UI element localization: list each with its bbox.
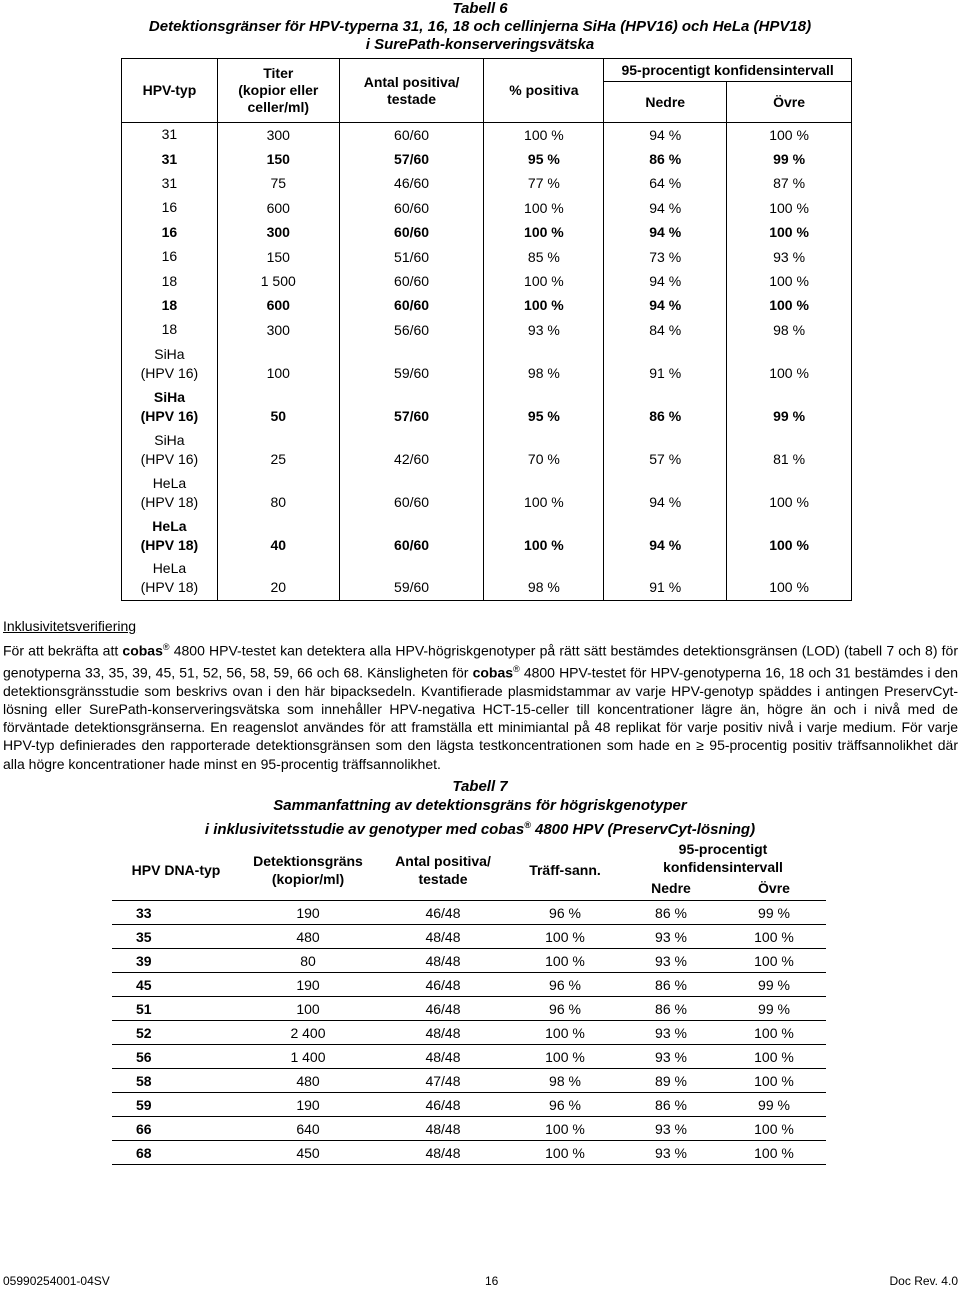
cell-lower: 94 % xyxy=(604,293,727,317)
cell-percent: 100 % xyxy=(484,123,604,147)
cell-upper: 93 % xyxy=(727,244,852,268)
table7-subtitle-2a: i inklusivitetsstudie av genotyper med xyxy=(204,821,481,838)
cell-lower: 86 % xyxy=(604,385,727,428)
cell-hit-rate: 100 % xyxy=(510,1117,620,1141)
table7-subtitle-2b: 4800 HPV (PreservCyt-lösning) xyxy=(530,821,756,838)
cell-hit-rate: 100 % xyxy=(510,1021,620,1045)
col-ci-7 xyxy=(620,840,826,876)
footer-doc-id: 05990254001-04SV xyxy=(3,1274,110,1288)
cell-percent: 95 % xyxy=(484,385,604,428)
cell-percent: 98 % xyxy=(484,557,604,600)
table-row xyxy=(122,514,852,557)
cell-upper: 99 % xyxy=(722,973,826,997)
cell-lod: 1 400 xyxy=(240,1045,376,1069)
cell-lod: 480 xyxy=(240,925,376,949)
cell-lower: 93 % xyxy=(620,949,722,973)
cell-upper: 100 % xyxy=(727,196,852,220)
cell-lower: 94 % xyxy=(604,196,727,220)
cell-upper: 99 % xyxy=(722,1093,826,1117)
cell-upper: 100 % xyxy=(727,220,852,244)
cell-upper: 100 % xyxy=(722,1045,826,1069)
cell-hpv-type-name: 18 xyxy=(161,296,178,313)
cell-hpv-type-sub: (HPV 18) xyxy=(140,536,199,553)
cell-hpv-type xyxy=(122,514,218,557)
cell-lower: 93 % xyxy=(620,925,722,949)
table-row xyxy=(112,1021,826,1045)
table-row xyxy=(122,220,852,244)
cell-titer: 150 xyxy=(217,147,339,171)
table-row xyxy=(112,973,826,997)
table-row xyxy=(112,901,826,925)
cell-titer: 600 xyxy=(217,293,339,317)
cell-positives: 51/60 xyxy=(339,244,484,268)
table-row xyxy=(122,269,852,293)
table6-title: Tabell 6 xyxy=(452,0,508,17)
cell-dna-type: 66 xyxy=(112,1117,240,1141)
table-row xyxy=(112,1069,826,1093)
cell-dna-type: 33 xyxy=(112,901,240,925)
cell-upper: 100 % xyxy=(727,123,852,147)
cell-dna-type: 56 xyxy=(112,1045,240,1069)
cell-hpv-type-sub: (HPV 18) xyxy=(140,493,199,510)
col-lod-line1: Detektionsgräns xyxy=(253,853,363,869)
cell-hpv-type-name: HeLa xyxy=(152,560,187,577)
cell-percent: 100 % xyxy=(484,293,604,317)
cell-positives: 60/60 xyxy=(339,196,484,220)
cell-percent: 100 % xyxy=(484,471,604,514)
footer-page-number: 16 xyxy=(485,1274,499,1288)
cell-hpv-type-name: 31 xyxy=(161,174,178,191)
cell-upper: 100 % xyxy=(727,557,852,600)
cell-titer: 80 xyxy=(217,471,339,514)
cell-positives: 59/60 xyxy=(339,342,484,385)
table7-subtitle-2 xyxy=(0,816,960,839)
cell-hpv-type-name: HeLa xyxy=(152,517,187,534)
table6 xyxy=(121,58,852,601)
table7 xyxy=(112,840,826,1165)
cell-upper: 100 % xyxy=(727,269,852,293)
cell-hpv-type xyxy=(122,342,218,385)
cell-hpv-type xyxy=(122,318,218,342)
cell-lower: 93 % xyxy=(620,1117,722,1141)
col-positives xyxy=(339,59,484,123)
col-positives-line2: testade xyxy=(387,90,437,107)
cell-lod: 100 xyxy=(240,997,376,1021)
cell-lower: 94 % xyxy=(604,514,727,557)
cell-lower: 89 % xyxy=(620,1069,722,1093)
col-titer-line2: (kopior eller xyxy=(238,82,319,98)
table-row xyxy=(112,1117,826,1141)
cell-hpv-type-name: SiHa xyxy=(154,431,185,448)
cell-hpv-type xyxy=(122,428,218,471)
cell-positives: 48/48 xyxy=(376,1045,510,1069)
brand-name-2: cobas xyxy=(472,664,514,681)
cell-lower: 94 % xyxy=(604,123,727,147)
cell-hpv-type-name: HeLa xyxy=(152,474,187,491)
cell-upper: 100 % xyxy=(727,514,852,557)
cell-hpv-type-name: 18 xyxy=(161,272,178,289)
cell-hit-rate: 96 % xyxy=(510,1093,620,1117)
cell-positives: 48/48 xyxy=(376,949,510,973)
cell-hpv-type xyxy=(122,244,218,268)
cell-positives: 48/48 xyxy=(376,1117,510,1141)
col-positives-line1: Antal positiva/ xyxy=(363,73,460,90)
cell-upper: 98 % xyxy=(727,318,852,342)
col-lod xyxy=(240,840,376,901)
cell-hit-rate: 96 % xyxy=(510,973,620,997)
cell-hpv-type-name: SiHa xyxy=(153,388,185,405)
cell-percent: 98 % xyxy=(484,342,604,385)
table-row xyxy=(122,471,852,514)
cell-hit-rate: 100 % xyxy=(510,925,620,949)
cell-positives: 60/60 xyxy=(339,293,484,317)
cell-hpv-type xyxy=(122,196,218,220)
cell-hit-rate: 100 % xyxy=(510,1045,620,1069)
cell-upper: 100 % xyxy=(722,1141,826,1165)
col-upper: Övre xyxy=(727,82,852,123)
col-ci: 95-procentigt konfidensintervall xyxy=(604,59,852,82)
cell-titer: 600 xyxy=(217,196,339,220)
cell-positives: 60/60 xyxy=(339,123,484,147)
table-row xyxy=(112,1045,826,1069)
cell-hit-rate: 100 % xyxy=(510,949,620,973)
col-percent: % positiva xyxy=(484,59,604,123)
cell-hpv-type-sub: (HPV 18) xyxy=(140,579,199,596)
table-row xyxy=(122,147,852,171)
paragraph-text-c: 4800 HPV-testet för HPV-genotyperna 16, 18 och 31 bestämdes i den detektionsgränsstudie som beskrivs ovan i den här bipacksedeln. Kvantifierade plasmidstammar av varje HPV-genotyp späddes i antingen PreservCyt-lösning eller SurePath-konserveringsvätska som innehåller HPV-negativa HCT-15-celler till koncentrationer lägre än, högre än och i nivå med de förväntade detektionsgränserna. En reagenslot användes för att framställa ett minimiantal på 48 replikat för varje positiv nivå i varje medium. För varje HPV-typ definierades den rapporterade detektionsgränsen som den lägsta testkoncentrationen som hade en ≥ 95-procentig positiv träffsannolikhet där alla högre koncentrationer hade minst en 95-procentig träffsannolikhet. xyxy=(3,664,958,772)
cell-titer: 300 xyxy=(217,123,339,147)
cell-titer: 300 xyxy=(217,220,339,244)
table-row xyxy=(122,342,852,385)
cell-lower: 93 % xyxy=(620,1141,722,1165)
cell-upper: 99 % xyxy=(722,997,826,1021)
col-dna-type: HPV DNA-typ xyxy=(112,840,240,901)
cell-upper: 99 % xyxy=(727,147,852,171)
cell-positives: 46/60 xyxy=(339,171,484,195)
cell-percent: 100 % xyxy=(484,220,604,244)
table-row xyxy=(122,557,852,600)
cell-dna-type: 68 xyxy=(112,1141,240,1165)
section-paragraph xyxy=(3,638,958,773)
table7-brand: cobas xyxy=(480,821,525,838)
cell-titer: 75 xyxy=(217,171,339,195)
table-row xyxy=(112,925,826,949)
cell-titer: 25 xyxy=(217,428,339,471)
cell-positives: 56/60 xyxy=(339,318,484,342)
table-row xyxy=(122,318,852,342)
cell-hpv-type xyxy=(122,471,218,514)
cell-positives: 57/60 xyxy=(339,147,484,171)
cell-upper: 100 % xyxy=(722,1021,826,1045)
cell-hpv-type-name: SiHa xyxy=(154,345,185,362)
cell-positives: 46/48 xyxy=(376,973,510,997)
cell-positives: 47/48 xyxy=(376,1069,510,1093)
cell-lod: 2 400 xyxy=(240,1021,376,1045)
cell-lower: 94 % xyxy=(604,220,727,244)
table-row xyxy=(112,1141,826,1165)
cell-hpv-type-sub: (HPV 16) xyxy=(140,407,199,424)
cell-lower: 86 % xyxy=(620,1093,722,1117)
cell-percent: 95 % xyxy=(484,147,604,171)
cell-lower: 86 % xyxy=(620,997,722,1021)
cell-hpv-type xyxy=(122,385,218,428)
brand-name: cobas xyxy=(122,642,163,659)
cell-hit-rate: 98 % xyxy=(510,1069,620,1093)
col-titer-line1: Titer xyxy=(263,65,294,81)
table-row xyxy=(112,1093,826,1117)
registered-mark: ® xyxy=(162,642,170,652)
cell-lower: 93 % xyxy=(620,1045,722,1069)
cell-positives: 57/60 xyxy=(339,385,484,428)
table-row xyxy=(122,428,852,471)
cell-positives: 46/48 xyxy=(376,997,510,1021)
cell-upper: 100 % xyxy=(722,949,826,973)
cell-percent: 100 % xyxy=(484,269,604,293)
cell-hpv-type-name: 31 xyxy=(161,150,178,167)
table-row xyxy=(122,385,852,428)
col-positives-7-line2: testade xyxy=(418,871,468,887)
cell-upper: 100 % xyxy=(727,293,852,317)
cell-percent: 93 % xyxy=(484,318,604,342)
table-row xyxy=(122,171,852,195)
col-hit-rate: Träff-sann. xyxy=(510,840,620,901)
cell-lower: 94 % xyxy=(604,269,727,293)
paragraph-text-a: För att bekräfta att xyxy=(3,642,123,659)
cell-lod: 190 xyxy=(240,1093,376,1117)
table7-subtitle: Sammanfattning av detektionsgräns för högriskgenotyper xyxy=(273,797,687,814)
cell-percent: 70 % xyxy=(484,428,604,471)
cell-lod: 640 xyxy=(240,1117,376,1141)
cell-positives: 48/48 xyxy=(376,1021,510,1045)
col-titer-line3: celler/ml) xyxy=(247,99,309,115)
cell-titer: 100 xyxy=(217,342,339,385)
cell-lod: 450 xyxy=(240,1141,376,1165)
cell-lower: 57 % xyxy=(604,428,727,471)
cell-positives: 60/60 xyxy=(339,471,484,514)
cell-titer: 50 xyxy=(217,385,339,428)
col-lower: Nedre xyxy=(604,82,727,123)
cell-lod: 190 xyxy=(240,901,376,925)
cell-lower: 73 % xyxy=(604,244,727,268)
cell-lower: 84 % xyxy=(604,318,727,342)
cell-percent: 100 % xyxy=(484,514,604,557)
cell-positives: 60/60 xyxy=(339,514,484,557)
cell-hit-rate: 96 % xyxy=(510,901,620,925)
table7-registered-mark: ® xyxy=(524,820,531,830)
cell-titer: 20 xyxy=(217,557,339,600)
cell-hpv-type-name: 16 xyxy=(161,199,178,216)
col-lower-7: Nedre xyxy=(620,876,722,901)
registered-mark-2: ® xyxy=(513,663,520,674)
cell-positives: 60/60 xyxy=(339,269,484,293)
col-positives-7 xyxy=(376,840,510,901)
table-row xyxy=(122,293,852,317)
cell-lod: 80 xyxy=(240,949,376,973)
col-ci-7-line1: 95-procentigt xyxy=(678,841,768,857)
cell-hpv-type xyxy=(122,147,218,171)
cell-dna-type: 39 xyxy=(112,949,240,973)
cell-positives: 60/60 xyxy=(339,220,484,244)
cell-hit-rate: 96 % xyxy=(510,997,620,1021)
cell-hpv-type-sub: (HPV 16) xyxy=(140,364,199,381)
cell-upper: 87 % xyxy=(727,171,852,195)
table7-title: Tabell 7 xyxy=(452,778,508,795)
cell-dna-type: 51 xyxy=(112,997,240,1021)
cell-positives: 48/48 xyxy=(376,1141,510,1165)
cell-positives: 46/48 xyxy=(376,1093,510,1117)
col-hpv-type: HPV-typ xyxy=(122,59,218,123)
cell-upper: 100 % xyxy=(722,1117,826,1141)
cell-upper: 100 % xyxy=(722,925,826,949)
cell-hpv-type-name: 18 xyxy=(161,321,178,338)
cell-positives: 59/60 xyxy=(339,557,484,600)
cell-hpv-type xyxy=(122,293,218,317)
cell-titer: 40 xyxy=(217,514,339,557)
col-ci-7-line2: konfidensintervall xyxy=(663,859,783,875)
cell-lower: 93 % xyxy=(620,1021,722,1045)
cell-lower: 86 % xyxy=(620,901,722,925)
cell-upper: 100 % xyxy=(727,471,852,514)
cell-hit-rate: 100 % xyxy=(510,1141,620,1165)
cell-positives: 42/60 xyxy=(339,428,484,471)
cell-dna-type: 59 xyxy=(112,1093,240,1117)
cell-titer: 300 xyxy=(217,318,339,342)
cell-lod: 190 xyxy=(240,973,376,997)
cell-hpv-type-name: 16 xyxy=(161,248,178,265)
cell-hpv-type xyxy=(122,557,218,600)
paragraph-text-b: 4800 HPV-testet kan detektera alla HPV-högriskgenotyper på rätt sätt bestämdes detektionsgränsen (LOD) (tabell 7 och 8) för genotyperna 33, 35, 39, 45, 51, 52, 56, 58, 59, 66 och 68. Känsligheten för xyxy=(3,642,958,681)
cell-positives: 46/48 xyxy=(376,901,510,925)
col-titer xyxy=(217,59,339,123)
cell-dna-type: 52 xyxy=(112,1021,240,1045)
cell-lower: 86 % xyxy=(604,147,727,171)
cell-dna-type: 45 xyxy=(112,973,240,997)
cell-hpv-type xyxy=(122,220,218,244)
cell-lod: 480 xyxy=(240,1069,376,1093)
cell-lower: 86 % xyxy=(620,973,722,997)
section-heading: Inklusivitetsverifiering xyxy=(3,618,137,634)
cell-upper: 81 % xyxy=(727,428,852,471)
cell-hpv-type xyxy=(122,123,218,147)
cell-hpv-type-name: 31 xyxy=(161,126,178,143)
cell-percent: 100 % xyxy=(484,196,604,220)
table6-subtitle-2: i SurePath-konserveringsvätska xyxy=(365,36,595,53)
table-row xyxy=(122,244,852,268)
cell-lower: 91 % xyxy=(604,557,727,600)
cell-upper: 99 % xyxy=(722,901,826,925)
col-positives-7-line1: Antal positiva/ xyxy=(395,853,491,869)
cell-hpv-type xyxy=(122,269,218,293)
cell-lower: 94 % xyxy=(604,471,727,514)
cell-lower: 64 % xyxy=(604,171,727,195)
cell-dna-type: 35 xyxy=(112,925,240,949)
cell-upper: 100 % xyxy=(722,1069,826,1093)
col-upper-7: Övre xyxy=(722,876,826,901)
table-row xyxy=(122,196,852,220)
cell-hpv-type-name: 16 xyxy=(161,223,178,240)
cell-lower: 91 % xyxy=(604,342,727,385)
col-lod-line2: (kopior/ml) xyxy=(271,871,345,887)
cell-upper: 99 % xyxy=(727,385,852,428)
cell-hpv-type-sub: (HPV 16) xyxy=(140,450,199,467)
table-row xyxy=(112,949,826,973)
cell-titer: 1 500 xyxy=(217,269,339,293)
cell-dna-type: 58 xyxy=(112,1069,240,1093)
footer-revision: Doc Rev. 4.0 xyxy=(889,1274,958,1288)
table-row xyxy=(122,123,852,147)
cell-percent: 85 % xyxy=(484,244,604,268)
cell-percent: 77 % xyxy=(484,171,604,195)
table-row xyxy=(112,997,826,1021)
cell-titer: 150 xyxy=(217,244,339,268)
cell-hpv-type xyxy=(122,171,218,195)
table6-subtitle: Detektionsgränser för HPV-typerna 31, 16, 18 och cellinjerna SiHa (HPV16) och HeLa (HPV18) xyxy=(148,18,812,35)
cell-upper: 100 % xyxy=(727,342,852,385)
cell-positives: 48/48 xyxy=(376,925,510,949)
